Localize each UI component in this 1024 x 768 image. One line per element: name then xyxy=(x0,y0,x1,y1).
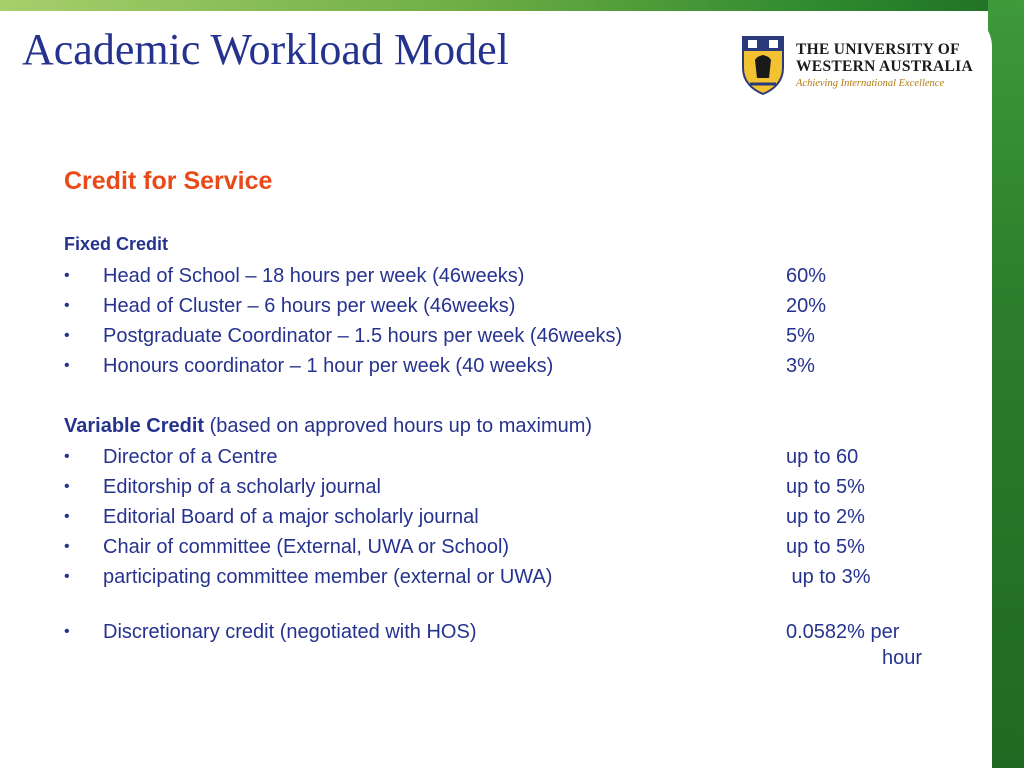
discretionary-item xyxy=(64,619,964,671)
bullet: • xyxy=(64,623,70,640)
item-value: up to 3% xyxy=(786,566,871,588)
university-tagline: Achieving International Excellence xyxy=(796,78,945,89)
item-label: participating committee member (external or UWA) xyxy=(103,566,553,588)
fixed-item xyxy=(64,293,964,319)
fixed-item xyxy=(64,263,964,289)
item-value: 5% xyxy=(786,325,815,347)
variable-item xyxy=(64,504,964,530)
crest-icon xyxy=(740,34,786,96)
item-label: Editorial Board of a major scholarly journal xyxy=(103,506,479,528)
top-green-bar xyxy=(0,0,1024,11)
item-label: Head of School – 18 hours per week (46weeks) xyxy=(103,265,525,287)
variable-item xyxy=(64,444,964,470)
fixed-item xyxy=(64,323,964,349)
university-name-line1: THE UNIVERSITY OF xyxy=(796,41,960,58)
item-value: up to 5% xyxy=(786,476,865,498)
item-value: 3% xyxy=(786,355,815,377)
item-label: Editorship of a scholarly journal xyxy=(103,476,381,498)
right-green-bar xyxy=(988,0,1024,768)
bullet: • xyxy=(64,448,70,465)
bullet: • xyxy=(64,508,70,525)
item-value: 20% xyxy=(786,295,827,317)
item-value: up to 2% xyxy=(786,506,865,528)
university-logo xyxy=(740,34,973,98)
bullet: • xyxy=(64,478,70,495)
bullet: • xyxy=(64,568,70,585)
bullet: • xyxy=(64,297,70,314)
item-label: Head of Cluster – 6 hours per week (46weeks) xyxy=(103,295,516,317)
fixed-credit-heading xyxy=(64,234,168,255)
variable-credit-note: (based on approved hours up to maximum) xyxy=(209,415,593,437)
section-heading: Credit for Service xyxy=(64,167,273,195)
item-label: Chair of committee (External, UWA or School) xyxy=(103,536,510,558)
variable-credit-heading xyxy=(64,415,592,438)
variable-credit-label: Variable Credit xyxy=(64,415,205,437)
bullet: • xyxy=(64,327,70,344)
variable-item xyxy=(64,534,964,560)
item-value-continued: hour xyxy=(882,647,923,669)
item-label: Director of a Centre xyxy=(103,446,278,468)
variable-item xyxy=(64,474,964,500)
fixed-item xyxy=(64,353,964,379)
variable-item xyxy=(64,564,964,590)
item-label: Honours coordinator – 1 hour per week (40 weeks) xyxy=(103,355,554,377)
slide-title: Academic Workload Model xyxy=(22,25,509,74)
university-name-line2: WESTERN AUSTRALIA xyxy=(796,58,973,75)
bullet: • xyxy=(64,267,70,284)
fixed-credit-label: Fixed Credit xyxy=(64,234,169,254)
item-value: up to 5% xyxy=(786,536,865,558)
bullet: • xyxy=(64,357,70,374)
bullet: • xyxy=(64,538,70,555)
item-label: Postgraduate Coordinator – 1.5 hours per week (46weeks) xyxy=(103,325,623,347)
item-label: Discretionary credit (negotiated with HOS) xyxy=(103,621,477,643)
item-value: 60% xyxy=(786,265,827,287)
item-value: 0.0582% per xyxy=(786,621,900,643)
item-value: up to 60 xyxy=(786,446,859,468)
